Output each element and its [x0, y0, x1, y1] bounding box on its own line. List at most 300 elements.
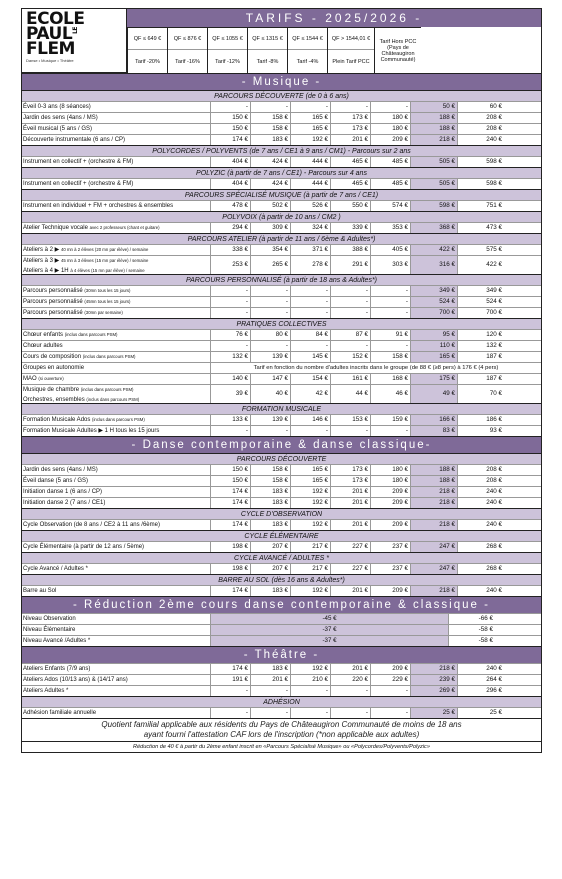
row-label-text: Parcours personnalisé: [23, 310, 83, 316]
price-cell: 478 €: [210, 201, 250, 211]
table-row: [22, 475, 541, 486]
table-row: [22, 707, 541, 718]
price-cell: -: [370, 286, 410, 296]
table-row: [22, 123, 541, 134]
price-cell: 183 €: [250, 498, 290, 508]
row-label-note: (inclus dans parcours PSM): [82, 354, 136, 359]
price-cell: 158 €: [250, 465, 290, 475]
table-row: [22, 222, 541, 233]
qf-column-7: [374, 27, 421, 73]
price-cell: 269 €: [410, 686, 457, 696]
row-label-note: avec 2 professeurs (chant et guitare): [89, 225, 160, 230]
price-cell: -: [370, 686, 410, 696]
price-cell: 237 €: [370, 542, 410, 552]
subsection-title: CYCLE D'OBSERVATION: [22, 508, 541, 519]
logo-line-3: FLEM: [26, 39, 75, 59]
row-label-text: Ateliers à 2 ▶: [23, 247, 60, 253]
logo-line-2: PAULLE: [26, 24, 80, 44]
row-label: [22, 102, 210, 112]
price-cell: 180 €: [370, 476, 410, 486]
price-cell: 132 €: [457, 341, 504, 351]
row-label-text: Éveil musical (5 ans / GS): [23, 126, 93, 132]
price-cell: 201 €: [330, 586, 370, 596]
price-cell: -: [330, 341, 370, 351]
table-row: [22, 340, 541, 351]
price-cell: 208 €: [457, 476, 504, 486]
row-label: [22, 498, 210, 508]
price-cell: 188 €: [410, 124, 457, 134]
section-title: - Danse contemporaine & danse classique-: [22, 436, 541, 453]
price-cell: 227 €: [330, 564, 370, 574]
price-cell: 229 €: [370, 675, 410, 685]
qf-threshold: QF ≤ 1544 €: [288, 28, 327, 50]
price-cell: 424 €: [250, 179, 290, 189]
price-cell: 201 €: [330, 487, 370, 497]
qf-column-5: [287, 27, 327, 73]
price-cell: 505 €: [410, 157, 457, 167]
price-cell: -: [250, 708, 290, 718]
price-cell: 198 €: [210, 564, 250, 574]
price-cell: 183 €: [250, 135, 290, 145]
price-cell: 165 €: [290, 476, 330, 486]
price-cell: 240 €: [457, 586, 504, 596]
price-cell: -: [330, 708, 370, 718]
price-cell: 291 €: [330, 256, 370, 274]
table-row: [22, 255, 541, 274]
table-row: [22, 497, 541, 508]
footer-reduction-note: Réduction de 40 € à partir du 2ème enfant inscrit en «Parcours Spécialisé Musique» ou «Polycordes/Polyvents/Polyzic»: [22, 741, 541, 752]
price-cell: -: [210, 297, 250, 307]
row-label-note: 45 mn à 3 élèves (15 mn par élève) / semaine: [60, 258, 149, 263]
qf-threshold: QF ≤ 876 €: [168, 28, 207, 50]
price-cell: 524 €: [410, 297, 457, 307]
price-cell: -: [210, 308, 250, 318]
subsection-title: PRATIQUES COLLECTIVES: [22, 318, 541, 329]
price-cell: -: [290, 286, 330, 296]
price-cell: 339 €: [330, 223, 370, 233]
price-cell: 371 €: [290, 245, 330, 255]
price-cell: 208 €: [457, 113, 504, 123]
price-cell: 405 €: [370, 245, 410, 255]
row-label-text: Jardin des sens (4ans / MS): [23, 467, 98, 473]
price-cell: 139 €: [250, 415, 290, 425]
row-label: [22, 113, 210, 123]
price-cell: 83 €: [410, 426, 457, 436]
price-cell: -: [250, 341, 290, 351]
table-row: [22, 296, 541, 307]
price-cell: -: [210, 708, 250, 718]
price-cell: 574 €: [370, 201, 410, 211]
price-cell: -: [330, 426, 370, 436]
price-cell: -: [210, 686, 250, 696]
price-cell: -: [210, 341, 250, 351]
footer-note: [22, 718, 541, 741]
price-cell: 91 €: [370, 330, 410, 340]
price-cell: 158 €: [250, 476, 290, 486]
price-cell: 207 €: [250, 564, 290, 574]
price-cell: 422 €: [410, 245, 457, 255]
logo-line-1: ECOLE: [26, 9, 85, 29]
qf-threshold: QF ≤ 1055 €: [208, 28, 247, 50]
table-row: [22, 624, 541, 635]
table-row: [22, 486, 541, 497]
price-cell: 550 €: [330, 201, 370, 211]
price-cell: 159 €: [370, 415, 410, 425]
price-cell: 76 €: [210, 330, 250, 340]
qf-column-6: [327, 27, 374, 73]
qf-rate: Tarif -12%: [215, 58, 240, 65]
subsection-title: PARCOURS DÉCOUVERTE: [22, 453, 541, 464]
price-cell: 188 €: [410, 476, 457, 486]
price-cell: 93 €: [457, 426, 504, 436]
row-label-text: Formation Musicale Ados: [23, 417, 91, 423]
price-cell: 209 €: [370, 586, 410, 596]
row-label-text: MAO: [23, 376, 37, 382]
row-label-text: Atelier Technique vocale: [23, 225, 88, 231]
price-cell: -: [290, 297, 330, 307]
table-row: [22, 134, 541, 145]
price-cell: 40 €: [250, 385, 290, 403]
price-cell: 218 €: [410, 586, 457, 596]
price-cell: -: [370, 426, 410, 436]
subsection-title: POLYVOIX (à partir de 10 ans / CM2 ): [22, 211, 541, 222]
price-cell: 444 €: [290, 157, 330, 167]
table-row: [22, 585, 541, 596]
row-label-note-2: à 4 élèves (15 mn par élève) / semaine: [70, 268, 145, 273]
row-label-text: Éveil 0-3 ans (8 séances): [23, 104, 91, 110]
row-label-note: (30mn par semaine): [84, 310, 123, 315]
price-cell: -: [290, 341, 330, 351]
row-label-text: Initiation danse 1 (6 ans / CP): [23, 489, 103, 495]
price-cell: 309 €: [250, 223, 290, 233]
table-row: [22, 464, 541, 475]
price-cell: 173 €: [330, 124, 370, 134]
row-label: [22, 564, 210, 574]
price-cell: 150 €: [210, 113, 250, 123]
row-label-text: Instrument en collectif + (orchestre & FM): [23, 181, 134, 187]
table-row: [22, 373, 541, 384]
price-cell: 154 €: [290, 374, 330, 384]
row-label: [22, 636, 210, 646]
price-cell: 153 €: [330, 415, 370, 425]
price-cell: -: [290, 426, 330, 436]
price-cell: 217 €: [290, 564, 330, 574]
price-cell: 404 €: [210, 179, 250, 189]
row-label-text: Initiation danse 2 (7 ans / CE1): [23, 500, 106, 506]
price-cell: 388 €: [330, 245, 370, 255]
price-cell: 598 €: [457, 157, 504, 167]
price-cell: 161 €: [330, 374, 370, 384]
price-cell: 218 €: [410, 664, 457, 674]
price-cell: 188 €: [410, 113, 457, 123]
price-cell: -: [210, 286, 250, 296]
subsection-title: POLYCORDES / POLYVENTS (de 7 ans / CE1 à 9 ans / CM1) - Parcours sur 2 ans: [22, 145, 541, 156]
price-cell: 268 €: [457, 564, 504, 574]
tarif-table: [22, 73, 541, 718]
price-cell: 192 €: [290, 487, 330, 497]
price-cell: 218 €: [410, 498, 457, 508]
price-cell: -: [250, 286, 290, 296]
table-row: [22, 178, 541, 189]
price-cell: 201 €: [250, 675, 290, 685]
price-cell: 165 €: [290, 113, 330, 123]
row-label-note: (inclus dans parcours PSM): [92, 417, 145, 422]
price-cell: -: [370, 341, 410, 351]
price-cell: 240 €: [457, 520, 504, 530]
table-row: [22, 425, 541, 436]
price-cell: 174 €: [210, 520, 250, 530]
qf-rate: Tarif -20%: [135, 58, 160, 65]
price-cell: 174 €: [210, 586, 250, 596]
price-cell: 296 €: [457, 686, 504, 696]
row-label-text-2: Ateliers à 4 ▶ 1H: [23, 268, 69, 274]
price-cell: 173 €: [330, 113, 370, 123]
row-label-text: Barre au Sol: [23, 588, 57, 594]
price-cell: 575 €: [457, 245, 504, 255]
subsection-title: BARRE AU SOL (dès 16 ans & Adultes*): [22, 574, 541, 585]
price-cell: 87 €: [330, 330, 370, 340]
price-cell: 50 €: [410, 102, 457, 112]
row-label: [22, 374, 210, 384]
price-cell: 239 €: [410, 675, 457, 685]
row-label-text: Parcours personnalisé: [23, 288, 83, 294]
price-cell: 700 €: [410, 308, 457, 318]
price-cell: 183 €: [250, 520, 290, 530]
price-cell: 210 €: [290, 675, 330, 685]
price-cell: -: [250, 102, 290, 112]
row-label: [22, 341, 210, 351]
price-cell: 294 €: [210, 223, 250, 233]
reduction-hors-pcc: -58 €: [448, 625, 495, 635]
price-cell: 152 €: [330, 352, 370, 362]
price-cell: 485 €: [370, 179, 410, 189]
price-cell: 247 €: [410, 564, 457, 574]
price-cell: 132 €: [210, 352, 250, 362]
row-label: [22, 363, 210, 373]
row-label-text: Chœur adultes: [23, 343, 63, 349]
price-cell: 247 €: [410, 542, 457, 552]
price-cell: 174 €: [210, 498, 250, 508]
row-label-note: (inclus dans parcours PSM): [64, 332, 118, 337]
price-cell: -: [370, 308, 410, 318]
price-cell: 209 €: [370, 520, 410, 530]
row-label-text: Formation Musicale Adultes ▶ 1 H tous les 15 jours: [23, 428, 160, 434]
qf-column-4: [247, 27, 287, 73]
price-cell: 353 €: [370, 223, 410, 233]
price-cell: 218 €: [410, 135, 457, 145]
row-label: [22, 330, 210, 340]
price-cell: 165 €: [290, 465, 330, 475]
row-label-text: Cycle Avancé / Adultes *: [23, 566, 88, 572]
price-cell: 505 €: [410, 179, 457, 189]
school-logo: [22, 9, 127, 73]
price-cell: 237 €: [370, 564, 410, 574]
price-cell: 183 €: [250, 586, 290, 596]
price-cell: 39 €: [210, 385, 250, 403]
row-label-text: Découverte instrumentale (6 ans / CP): [23, 137, 126, 143]
price-cell: 209 €: [370, 487, 410, 497]
reduction-value: -37 €: [210, 625, 448, 635]
price-cell: 524 €: [457, 297, 504, 307]
section-title: - Musique -: [22, 73, 541, 90]
table-row: [22, 307, 541, 318]
row-label-text: Niveau Élémentaire: [23, 627, 76, 633]
price-cell: -: [290, 308, 330, 318]
logo-tagline: Danse • Musique • Théâtre: [26, 58, 74, 63]
price-cell: 192 €: [290, 586, 330, 596]
subsection-title: FORMATION MUSICALE: [22, 403, 541, 414]
row-label: [22, 675, 210, 685]
price-cell: 240 €: [457, 498, 504, 508]
price-cell: 209 €: [370, 498, 410, 508]
section-title: - Théâtre -: [22, 646, 541, 663]
price-cell: 473 €: [457, 223, 504, 233]
price-cell: 186 €: [457, 415, 504, 425]
price-cell: -: [290, 686, 330, 696]
price-cell: 145 €: [290, 352, 330, 362]
row-label-text: Ateliers Adultes *: [23, 688, 69, 694]
price-cell: 175 €: [410, 374, 457, 384]
row-label-text: Instrument en collectif + (orchestre & FM): [23, 159, 134, 165]
price-cell: -: [330, 286, 370, 296]
price-cell: 198 €: [210, 542, 250, 552]
table-row: [22, 200, 541, 211]
footer-line-2: ayant fourni l'attestation CAF lors de l'inscription (*non applicable aux adultes): [143, 730, 420, 739]
row-label: [22, 542, 210, 552]
table-row: [22, 329, 541, 340]
table-row: [22, 362, 541, 373]
price-cell: 207 €: [250, 542, 290, 552]
price-cell: 444 €: [290, 179, 330, 189]
row-label: [22, 352, 210, 362]
row-label: [22, 124, 210, 134]
row-span-text: Tarif en fonction du nombre d'adultes inscrits dans le groupe (de 88 € (≥8 pers) à 176 € (4 pers): [210, 363, 541, 373]
price-cell: -: [250, 426, 290, 436]
price-cell: 25 €: [457, 708, 504, 718]
price-cell: 316 €: [410, 256, 457, 274]
price-cell: 70 €: [457, 385, 504, 403]
table-row: [22, 663, 541, 674]
price-cell: 49 €: [410, 385, 457, 403]
price-cell: 165 €: [410, 352, 457, 362]
price-cell: 95 €: [410, 330, 457, 340]
row-label: [22, 179, 210, 189]
row-label-text: Ateliers Enfants (7/9 ans): [23, 666, 91, 672]
table-row: [22, 351, 541, 362]
price-cell: -: [330, 297, 370, 307]
row-label-note: 40 mn à 2 élèves (20 mn par élève) / semaine: [60, 247, 149, 252]
row-label: [22, 308, 210, 318]
price-cell: 598 €: [457, 179, 504, 189]
price-cell: 354 €: [250, 245, 290, 255]
row-label-text-2: Orchestres, ensembles: [23, 397, 85, 403]
header: [127, 9, 541, 73]
row-label-text: Musique de chambre: [23, 387, 80, 393]
row-label-text: Éveil danse (5 ans / GS): [23, 478, 89, 484]
price-cell: 240 €: [457, 487, 504, 497]
price-cell: 150 €: [210, 476, 250, 486]
qf-column-3: [207, 27, 247, 73]
row-label: [22, 476, 210, 486]
price-cell: 209 €: [370, 664, 410, 674]
price-cell: 278 €: [290, 256, 330, 274]
price-cell: 349 €: [410, 286, 457, 296]
price-cell: 25 €: [410, 708, 457, 718]
price-cell: 192 €: [290, 664, 330, 674]
price-cell: 324 €: [290, 223, 330, 233]
price-cell: -: [370, 297, 410, 307]
subsection-title: PARCOURS SPÉCIALISÉ MUSIQUE (à partir de 7 ans / CE1): [22, 189, 541, 200]
row-label-text: Cours de composition: [23, 354, 82, 360]
price-cell: 424 €: [250, 157, 290, 167]
price-cell: 201 €: [330, 135, 370, 145]
price-cell: 485 €: [370, 157, 410, 167]
price-cell: 158 €: [370, 352, 410, 362]
price-cell: 174 €: [210, 664, 250, 674]
table-row: [22, 613, 541, 624]
row-label-text: Chœur enfants: [23, 332, 64, 338]
table-row: [22, 414, 541, 425]
row-label-text: Jardin des sens (4ans / MS): [23, 115, 98, 121]
row-label: [22, 520, 210, 530]
price-cell: 192 €: [290, 520, 330, 530]
section-title: - Réduction 2ème cours danse contemporaine & classique -: [22, 596, 541, 613]
row-label: [22, 135, 210, 145]
price-cell: 150 €: [210, 465, 250, 475]
qf-column-2: [167, 27, 207, 73]
price-cell: 192 €: [290, 135, 330, 145]
row-label: [22, 385, 210, 403]
price-cell: 150 €: [210, 124, 250, 134]
row-label-note: (30mn tous les 15 jours): [84, 288, 131, 293]
row-label: [22, 297, 210, 307]
table-row: [22, 563, 541, 574]
subsection-title: PARCOURS ATELIER (à partir de 11 ans / 6ème & Adultes*): [22, 233, 541, 244]
tarifs-sheet: [21, 8, 542, 753]
table-row: [22, 635, 541, 646]
price-cell: -: [210, 426, 250, 436]
price-cell: 158 €: [250, 124, 290, 134]
row-label-note: (si ouverture): [38, 376, 64, 381]
price-cell: -: [370, 708, 410, 718]
price-cell: 208 €: [457, 465, 504, 475]
price-cell: 191 €: [210, 675, 250, 685]
price-cell: 240 €: [457, 664, 504, 674]
row-label: [22, 415, 210, 425]
row-label-text: Instrument en individuel + FM + orchestres & ensembles: [23, 203, 174, 209]
qf-rate: Plein Tarif PCC: [332, 58, 370, 65]
price-cell: 201 €: [330, 498, 370, 508]
table-row: [22, 285, 541, 296]
price-cell: 146 €: [290, 415, 330, 425]
row-label-text: Ateliers Ados (10/13 ans) & (14/17 ans): [23, 677, 128, 683]
price-cell: 173 €: [330, 476, 370, 486]
price-cell: 227 €: [330, 542, 370, 552]
row-label-text: Cycle Observation (de 8 ans / CE2 à 11 ans /6ème): [23, 522, 160, 528]
reduction-value: -37 €: [210, 636, 448, 646]
table-row: [22, 101, 541, 112]
qf-header-row: [127, 27, 541, 73]
price-cell: 218 €: [410, 520, 457, 530]
price-cell: 268 €: [457, 542, 504, 552]
price-cell: -: [290, 102, 330, 112]
price-cell: -: [210, 102, 250, 112]
row-label-text: Niveau Avancé /Adultes *: [23, 638, 91, 644]
table-row: [22, 685, 541, 696]
row-label-text: Niveau Observation: [23, 616, 76, 622]
subsection-title: POLYZIC (à partir de 7 ans / CE1) - Parcours sur 4 ans: [22, 167, 541, 178]
qf-column-1: [127, 27, 167, 73]
